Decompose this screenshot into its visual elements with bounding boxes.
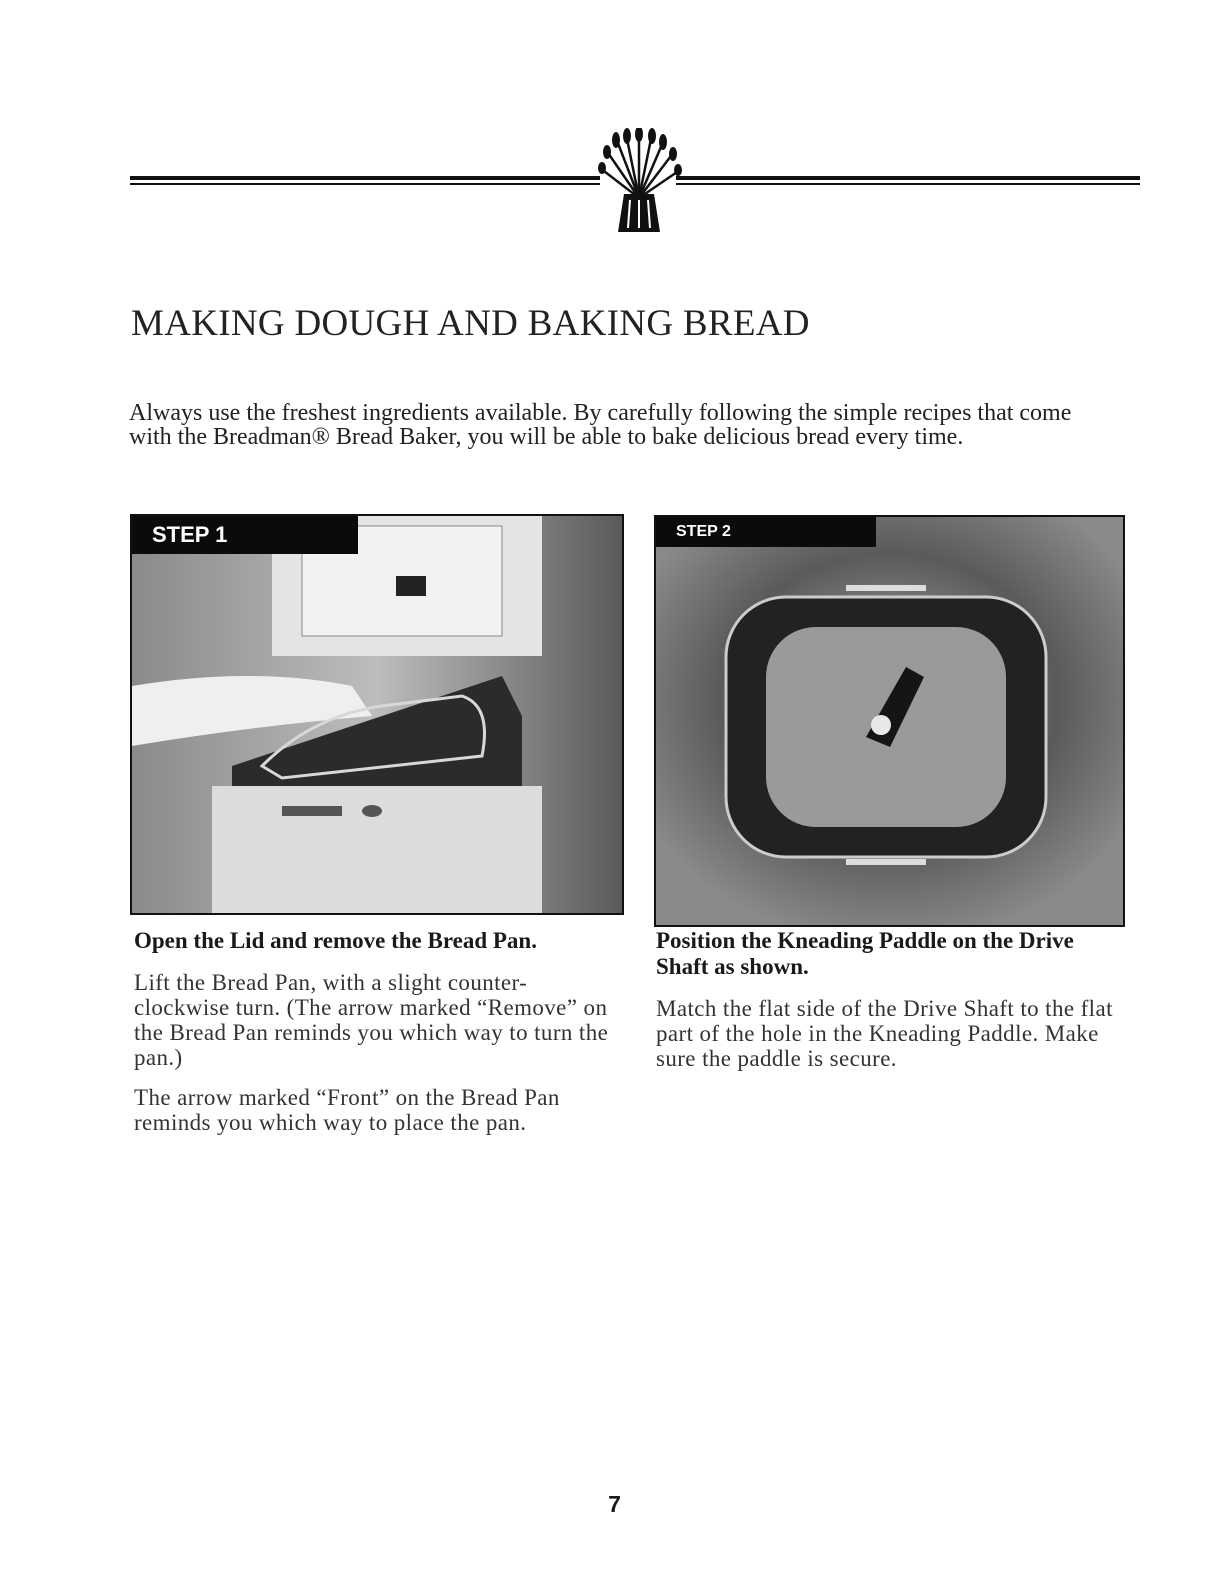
header-rule-left — [130, 176, 600, 185]
step-2-text — [656, 928, 1126, 1086]
step-2-heading: Position the Kneading Paddle on the Drive Shaft as shown. — [656, 928, 1074, 979]
step-1-paragraph-1: Lift the Bread Pan, with a slight counter-clockwise turn. (The arrow marked “Remove” on the Bread Pan reminds you which way to turn the pan.) — [134, 970, 609, 1070]
step-1-heading: Open the Lid and remove the Bread Pan. — [134, 928, 537, 953]
intro-paragraph: Always use the freshest ingredients available. By carefully following the simple recipes that come with the Breadman® Bread Baker, you will be able to bake delicious bread every time. — [129, 400, 1072, 450]
page-title: MAKING DOUGH AND BAKING BREAD — [131, 303, 810, 344]
step-1-paragraph-2: The arrow marked “Front” on the Bread Pan reminds you which way to place the pan. — [134, 1085, 560, 1135]
step-2-photo — [654, 515, 1125, 927]
header-rule-right — [676, 176, 1140, 185]
step-2-paragraph-1: Match the flat side of the Drive Shaft to the flat part of the hole in the Kneading Paddle. Make sure the paddle is secure. — [656, 996, 1113, 1071]
step-2-badge: STEP 2 — [656, 517, 876, 547]
bread-maker-open-lid-image — [132, 516, 622, 913]
page-number: 7 — [608, 1491, 621, 1517]
step-1-photo — [130, 514, 624, 915]
step-1-text — [134, 928, 614, 1150]
bread-pan-paddle-image — [656, 517, 1123, 925]
step-1-badge: STEP 1 — [132, 516, 358, 554]
wheat-sheaf-icon — [586, 128, 692, 240]
